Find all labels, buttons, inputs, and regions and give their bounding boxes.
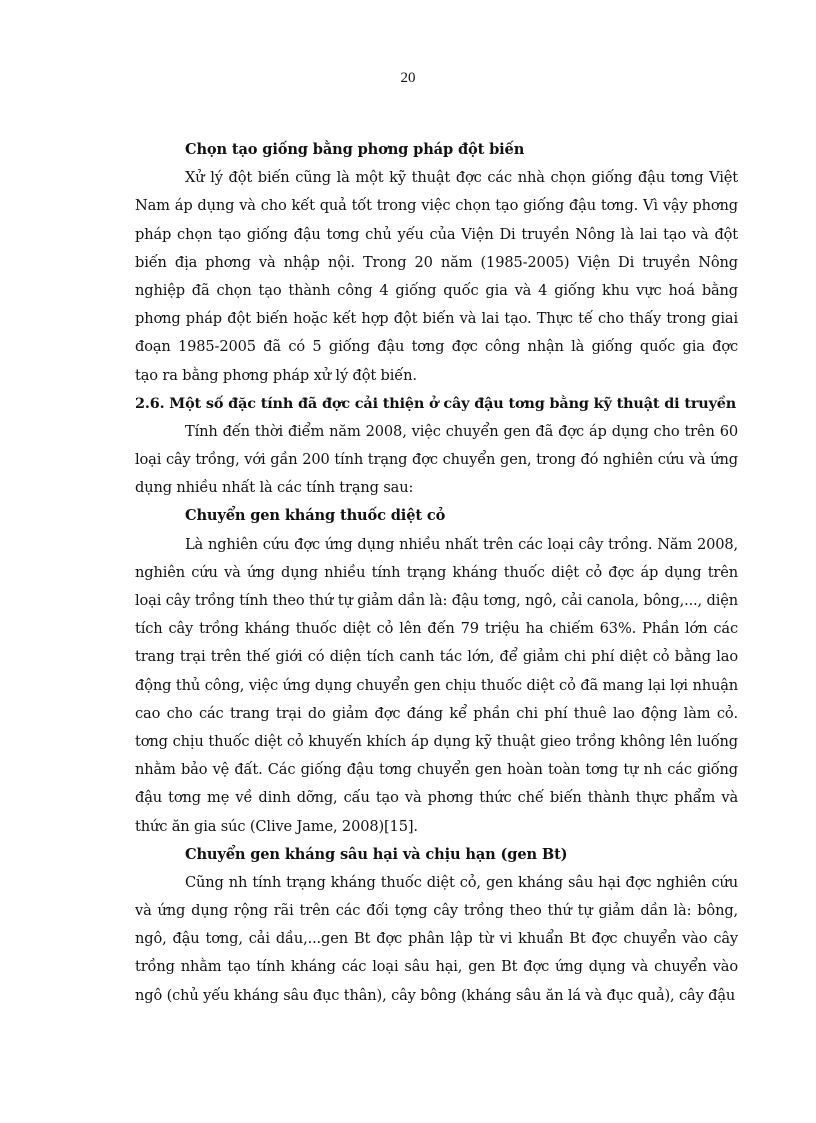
text-line: trồng nhằm tạo tính kháng các loại sâu hại, gen Bt đợc ứng dụng và chuyển vào [135, 958, 738, 976]
text-line: loại cây trồng, với gần 200 tính trạng đợc chuyển gen, trong đó nghiên cứu và ứng [135, 451, 738, 469]
text-line: phơng pháp đột biến hoặc kết hợp đột biến và lai tạo. Thực tế cho thấy trong giai [135, 310, 738, 328]
text-line: Chọn tạo giống bằng phơng pháp đột biến [185, 141, 525, 158]
paragraph [135, 418, 738, 503]
section-heading [135, 390, 738, 418]
subheading [135, 136, 738, 164]
text-line: Tính đến thời điểm năm 2008, việc chuyển gen đã đợc áp dụng cho trên 60 [185, 422, 738, 440]
paragraph [135, 164, 738, 390]
text-line: Cũng nh tính trạng kháng thuốc diệt cỏ, gen kháng sâu hại đợc nghiên cứu [185, 873, 738, 891]
text-line: Là nghiên cứu đợc ứng dụng nhiều nhất trên các loại cây trồng. Năm 2008, [185, 535, 738, 553]
text-line: Xử lý đột biến cũng là một kỹ thuật đợc các nhà chọn giống đậu tơng Việt [185, 169, 738, 187]
text-line: nhằm bảo vệ đất. Các giống đậu tơng chuyển gen hoàn toàn tơng tự nh các giống [135, 761, 738, 779]
text-line: Nam áp dụng và cho kết quả tốt trong việc chọn tạo giống đậu tơng. Vì vậy phơng [135, 197, 738, 215]
subheading [135, 502, 738, 530]
text-line: cao cho các trang trại do giảm đợc đáng kể phần chi phí thuê lao động làm cỏ. [135, 704, 738, 722]
text-line: trang trại trên thế giới có diện tích canh tác lớn, để giảm chi phí diệt cỏ bằng lao [135, 648, 738, 666]
page-number: 20 [400, 70, 416, 86]
text-line: Chuyển gen kháng sâu hại và chịu hạn (gen Bt) [185, 845, 568, 863]
paragraph [135, 531, 738, 841]
subheading [135, 841, 738, 869]
text-line: ngô, đậu tơng, cải dầu,...gen Bt đợc phân lập từ vi khuẩn Bt đợc chuyển vào cây [135, 930, 738, 948]
text-line: thức ăn gia súc (Clive Jame, 2008)[15]. [135, 817, 418, 835]
text-line: đậu tơng mẹ về dinh dỡng, cấu tạo và phơng thức chế biến thành thực phẩm và [135, 789, 738, 807]
text-line: dụng nhiều nhất là các tính trạng sau: [135, 479, 414, 497]
text-line: Chuyển gen kháng thuốc diệt cỏ [185, 507, 446, 525]
text-line: ngô (chủ yếu kháng sâu đục thân), cây bông (kháng sâu ăn lá và đục quả), cây đậu [135, 986, 736, 1004]
text-line: 2.6. Một số đặc tính đã đợc cải thiện ở cây đậu tơng bằng kỹ thuật di truyền [135, 394, 737, 412]
text-line: nghiên cứu và ứng dụng nhiều tính trạng kháng thuốc diệt cỏ đợc áp dụng trên [135, 563, 738, 581]
text-line: loại cây trồng tính theo thứ tự giảm dần là: đậu tơng, ngô, cải canola, bông,..., diện [135, 592, 738, 609]
text-line: nghiệp đã chọn tạo thành công 4 giống quốc gia và 4 giống khu vực hoá bằng [135, 281, 738, 299]
text-line: tơng chịu thuốc diệt cỏ khuyến khích áp dụng kỹ thuật gieo trồng không lên luống [135, 732, 738, 750]
page-content [135, 136, 738, 1010]
text-line: tạo ra bằng phơng pháp xử lý đột biến. [135, 366, 417, 384]
text-line: động thủ công, việc ứng dụng chuyển gen chịu thuốc diệt cỏ đã mang lại lợi nhuận [135, 676, 738, 694]
text-line: và ứng dụng rộng rãi trên các đối tợng cây trồng theo thứ tự giảm dần là: bông, [135, 902, 738, 920]
text-line: biến địa phơng và nhập nội. Trong 20 năm (1985-2005) Viện Di truyền Nông [135, 253, 738, 271]
text-line: đoạn 1985-2005 đã có 5 giống đậu tơng đợc công nhận là giống quốc gia đợc [135, 338, 738, 356]
text-line: tích cây trồng kháng thuốc diệt cỏ lên đến 79 triệu ha chiếm 63%. Phần lớn các [135, 620, 738, 638]
text-line: pháp chọn tạo giống đậu tơng chủ yếu của Viện Di truyền Nông là lai tạo và đột [135, 225, 738, 243]
paragraph [135, 869, 738, 1010]
